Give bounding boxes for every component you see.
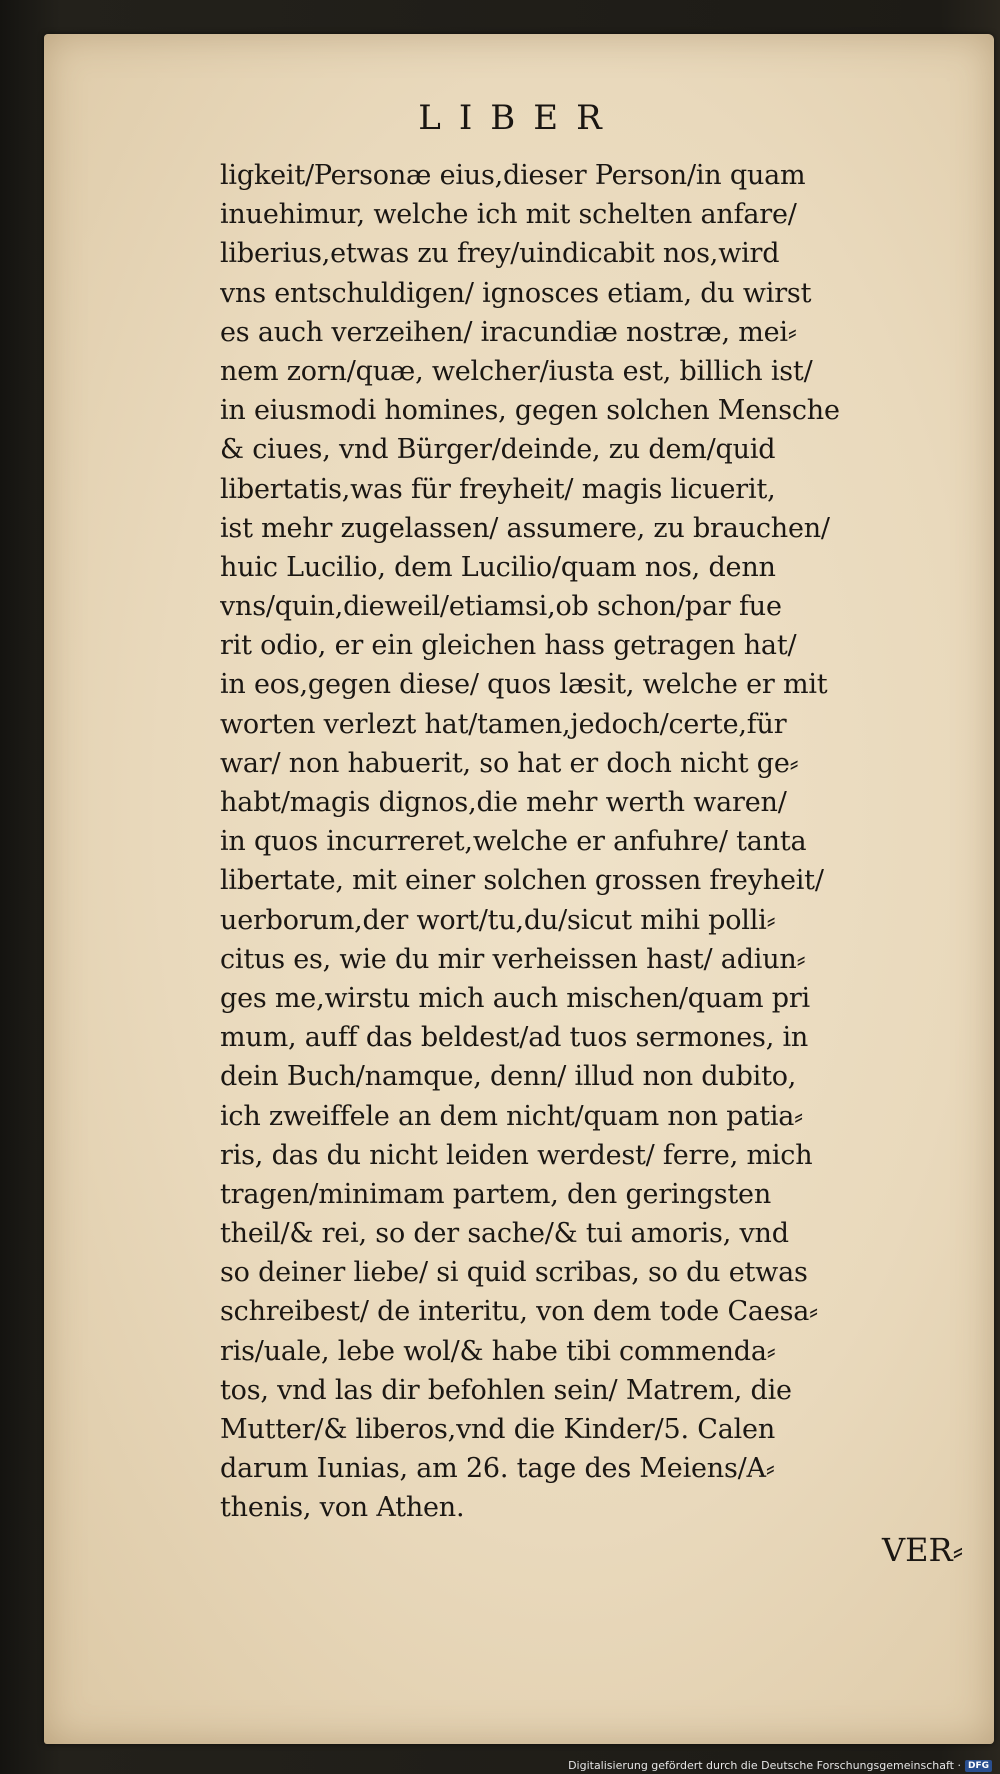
text-line: nem zorn/quæ, welcher/iusta est, billich ist/ (220, 355, 813, 387)
text-line: habt/magis dignos,die mehr werth waren/ (220, 787, 787, 818)
text-block (220, 156, 1000, 1528)
text-line: in eos,gegen diese/ quos læsit, welche er mit (220, 669, 828, 701)
text-line: rit odio, er ein gleichen hass getragen hat/ (220, 630, 797, 662)
running-head: LIBER (418, 98, 620, 138)
text-line: war/ non habuerit, so hat er doch nicht ge⸗ (220, 747, 799, 779)
text-line: liberius,etwas zu frey/uindicabit nos,wird (220, 238, 780, 270)
text-line: vns entschuldigen/ ignosces etiam, du wirst (220, 277, 812, 309)
text-line: libertatis,was für freyheit/ magis licuerit, (220, 473, 776, 505)
text-line: theil/& rei, so der sache/& tui amoris, vnd (220, 1218, 789, 1250)
dfg-logo: DFG (965, 1760, 992, 1772)
text-line: huic Lucilio, dem Lucilio/quam nos, denn (220, 551, 776, 583)
text-line: inuehimur, welche ich mit schelten anfare/ (220, 199, 797, 231)
text-line: vns/quin,dieweil/etiamsi,ob schon/par fue (220, 591, 782, 623)
text-line: tos, vnd las dir befohlen sein/ Matrem, die (220, 1374, 792, 1406)
text-line: schreibest/ de interitu, von dem tode Caesa⸗ (220, 1296, 818, 1328)
credit-text: Digitalisierung gefördert durch die Deutsche Forschungsgemeinschaft · (568, 1759, 961, 1772)
text-line: libertate, mit einer solchen grossen freyheit/ (220, 865, 824, 897)
text-line: ich zweiffele an dem nicht/quam non patia⸗ (220, 1100, 803, 1132)
text-line: uerborum,der wort/tu,du/sicut mihi polli⸗ (220, 904, 776, 936)
text-line: & ciues, vnd Bürger/deinde, zu dem/quid (220, 434, 776, 466)
text-line: Mutter/& liberos,vnd die Kinder/5. Calen (220, 1414, 776, 1445)
text-line: ges me,wirstu mich auch mischen/quam pri (220, 982, 810, 1014)
text-line: in quos incurreret,welche er anfuhre/ tanta (220, 826, 807, 858)
text-line: dein Buch/namque, denn/ illud non dubito, (220, 1061, 797, 1093)
text-line: ris, das du nicht leiden werdest/ ferre, mich (220, 1139, 813, 1171)
text-line: so deiner liebe/ si quid scribas, so du etwas (220, 1257, 808, 1289)
text-line: in eiusmodi homines, gegen solchen Mensche (220, 395, 840, 427)
book-page (44, 34, 994, 1744)
catchword: VER⸗ (882, 1531, 964, 1569)
text-line: thenis, von Athen. (220, 1492, 465, 1524)
text-line: ris/uale, lebe wol/& habe tibi commenda⸗ (220, 1335, 776, 1367)
text-line: ist mehr zugelassen/ assumere, zu brauchen/ (220, 512, 830, 544)
text-line: ligkeit/Personæ eius,dieser Person/in quam (220, 160, 806, 191)
digitization-credit (568, 1759, 992, 1772)
text-line: tragen/minimam partem, den geringsten (220, 1178, 772, 1210)
text-line: mum, auff das beldest/ad tuos sermones, in (220, 1022, 809, 1054)
text-line: worten verlezt hat/tamen,jedoch/certe,für (220, 708, 787, 740)
text-line: darum Iunias, am 26. tage des Meiens/A⸗ (220, 1453, 775, 1485)
text-line: citus es, wie du mir verheissen hast/ adiun⸗ (220, 943, 806, 975)
text-line: es auch verzeihen/ iracundiæ nostræ, mei⸗ (220, 316, 797, 348)
